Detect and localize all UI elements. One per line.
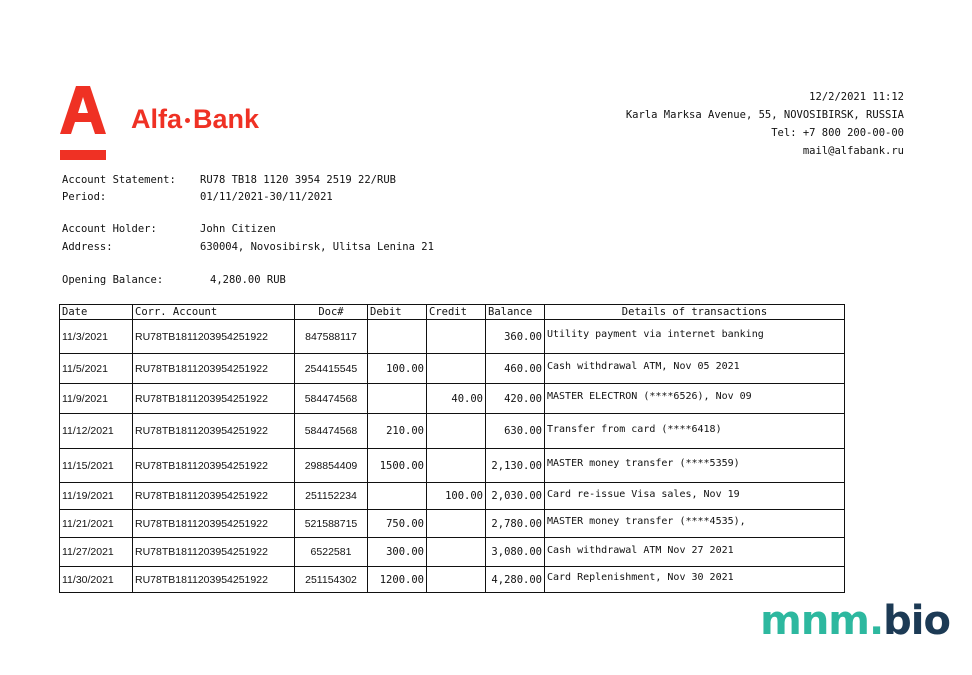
- cell-corr-account: RU78TB1811203954251922: [133, 449, 295, 483]
- cell-details: [545, 449, 845, 483]
- cell-credit: 40.00: [427, 384, 486, 414]
- cell-balance: 2,780.00: [486, 510, 545, 538]
- cell-doc: 251152234: [295, 483, 368, 510]
- opening-balance-row: [62, 274, 286, 286]
- cell-balance: 360.00: [486, 320, 545, 354]
- cell-date: 11/19/2021: [60, 483, 133, 510]
- cell-corr-account: RU78TB1811203954251922: [133, 567, 295, 593]
- table-row: [60, 384, 845, 414]
- bank-email: mail@alfabank.ru: [802, 145, 904, 157]
- table-row: [60, 449, 845, 483]
- cell-debit: 100.00: [368, 354, 427, 384]
- address-value: 630004, Novosibirsk, Ulitsa Lenina 21: [200, 241, 434, 253]
- cell-debit: [368, 384, 427, 414]
- bank-contact-block: [626, 88, 904, 160]
- cell-debit: 1500.00: [368, 449, 427, 483]
- bank-phone: Tel: +7 800 200-00-00: [771, 127, 904, 139]
- details-text: Cash withdrawal ATM, Nov 05 2021: [547, 361, 740, 372]
- header-balance: Balance: [486, 305, 545, 320]
- table-header-row: [60, 305, 845, 320]
- table-row: [60, 414, 845, 449]
- header-debit: Debit: [368, 305, 427, 320]
- header-doc: Doc#: [295, 305, 368, 320]
- logo-text-bank: Bank: [193, 104, 260, 134]
- cell-balance: 4,280.00: [486, 567, 545, 593]
- details-text: Card re-issue Visa sales, Nov 19: [547, 488, 740, 500]
- period-label: Period:: [62, 191, 107, 203]
- cell-details: [545, 414, 845, 449]
- details-text: MASTER money transfer (****4535),: [547, 516, 746, 527]
- details-text: Card Replenishment, Nov 30 2021: [547, 572, 734, 583]
- account-statement-row: [62, 174, 396, 186]
- cell-corr-account: RU78TB1811203954251922: [133, 354, 295, 384]
- cell-date: 11/27/2021: [60, 538, 133, 567]
- cell-credit: [427, 354, 486, 384]
- cell-doc: 298854409: [295, 449, 368, 483]
- cell-corr-account: RU78TB1811203954251922: [133, 384, 295, 414]
- table-row: [60, 320, 845, 354]
- cell-date: 11/15/2021: [60, 449, 133, 483]
- watermark-part2: bio: [883, 598, 950, 644]
- details-text: MASTER money transfer (****5359): [547, 458, 740, 469]
- cell-details: [545, 320, 845, 354]
- cell-credit: [427, 567, 486, 593]
- account-statement-label: Account Statement:: [62, 174, 176, 186]
- account-holder-label: Account Holder:: [62, 223, 157, 235]
- alfa-a-icon: [58, 86, 108, 162]
- address-row: [62, 241, 434, 253]
- cell-details: [545, 510, 845, 538]
- cell-date: 11/3/2021: [60, 320, 133, 354]
- header-date: Date: [60, 305, 133, 320]
- cell-debit: 210.00: [368, 414, 427, 449]
- opening-balance-label: Opening Balance:: [62, 274, 164, 286]
- cell-doc: 584474568: [295, 384, 368, 414]
- table-row: [60, 510, 845, 538]
- cell-credit: 100.00: [427, 483, 486, 510]
- opening-balance-value: 4,280.00 RUB: [210, 274, 286, 286]
- cell-date: 11/5/2021: [60, 354, 133, 384]
- statement-date: 12/2/2021 11:12: [809, 91, 904, 103]
- cell-doc: 251154302: [295, 567, 368, 593]
- account-holder-row: [62, 223, 276, 235]
- cell-corr-account: RU78TB1811203954251922: [133, 320, 295, 354]
- table-row: [60, 483, 845, 510]
- account-statement-value: RU78 TB18 1120 3954 2519 22/RUB: [200, 174, 396, 186]
- logo-dot-icon: [185, 118, 190, 123]
- table-row: [60, 354, 845, 384]
- cell-doc: 6522581: [295, 538, 368, 567]
- cell-debit: 300.00: [368, 538, 427, 567]
- cell-date: 11/30/2021: [60, 567, 133, 593]
- cell-details: [545, 567, 845, 593]
- cell-debit: [368, 483, 427, 510]
- details-text: Cash withdrawal ATM Nov 27 2021: [547, 544, 734, 556]
- cell-details: [545, 354, 845, 384]
- cell-date: 11/9/2021: [60, 384, 133, 414]
- cell-balance: 630.00: [486, 414, 545, 449]
- cell-doc: 847588117: [295, 320, 368, 354]
- account-holder-value: John Citizen: [200, 223, 276, 235]
- cell-balance: 2,030.00: [486, 483, 545, 510]
- cell-corr-account: RU78TB1811203954251922: [133, 414, 295, 449]
- transactions-table: [59, 304, 845, 593]
- logo-text: [131, 104, 259, 135]
- period-value: 01/11/2021-30/11/2021: [200, 191, 333, 203]
- cell-balance: 3,080.00: [486, 538, 545, 567]
- cell-corr-account: RU78TB1811203954251922: [133, 483, 295, 510]
- details-text: Utility payment via internet banking: [547, 329, 764, 340]
- cell-date: 11/12/2021: [60, 414, 133, 449]
- watermark-part1: mnm.: [760, 598, 884, 644]
- table-row: [60, 567, 845, 593]
- cell-date: 11/21/2021: [60, 510, 133, 538]
- cell-credit: [427, 414, 486, 449]
- cell-details: [545, 384, 845, 414]
- cell-details: [545, 538, 845, 567]
- logo-text-alfa: Alfa: [131, 104, 183, 134]
- cell-debit: 750.00: [368, 510, 427, 538]
- details-text: Transfer from card (****6418): [547, 423, 722, 435]
- cell-doc: 254415545: [295, 354, 368, 384]
- cell-credit: [427, 538, 486, 567]
- cell-doc: 584474568: [295, 414, 368, 449]
- cell-doc: 521588715: [295, 510, 368, 538]
- details-text: MASTER ELECTRON (****6526), Nov 09: [547, 391, 752, 402]
- address-label: Address:: [62, 241, 113, 253]
- cell-credit: [427, 449, 486, 483]
- header-corr-account: Corr. Account: [133, 305, 295, 320]
- header-credit: Credit: [427, 305, 486, 320]
- cell-credit: [427, 510, 486, 538]
- cell-corr-account: RU78TB1811203954251922: [133, 510, 295, 538]
- cell-balance: 420.00: [486, 384, 545, 414]
- cell-debit: [368, 320, 427, 354]
- cell-debit: 1200.00: [368, 567, 427, 593]
- cell-corr-account: RU78TB1811203954251922: [133, 538, 295, 567]
- cell-balance: 2,130.00: [486, 449, 545, 483]
- bank-address: Karla Marksa Avenue, 55, NOVOSIBIRSK, RUSSIA: [625, 109, 904, 121]
- table-row: [60, 538, 845, 567]
- period-row: [62, 191, 333, 203]
- cell-details: [545, 483, 845, 510]
- mnm-bio-watermark: [760, 598, 950, 644]
- header-details: Details of transactions: [545, 305, 845, 320]
- cell-balance: 460.00: [486, 354, 545, 384]
- cell-credit: [427, 320, 486, 354]
